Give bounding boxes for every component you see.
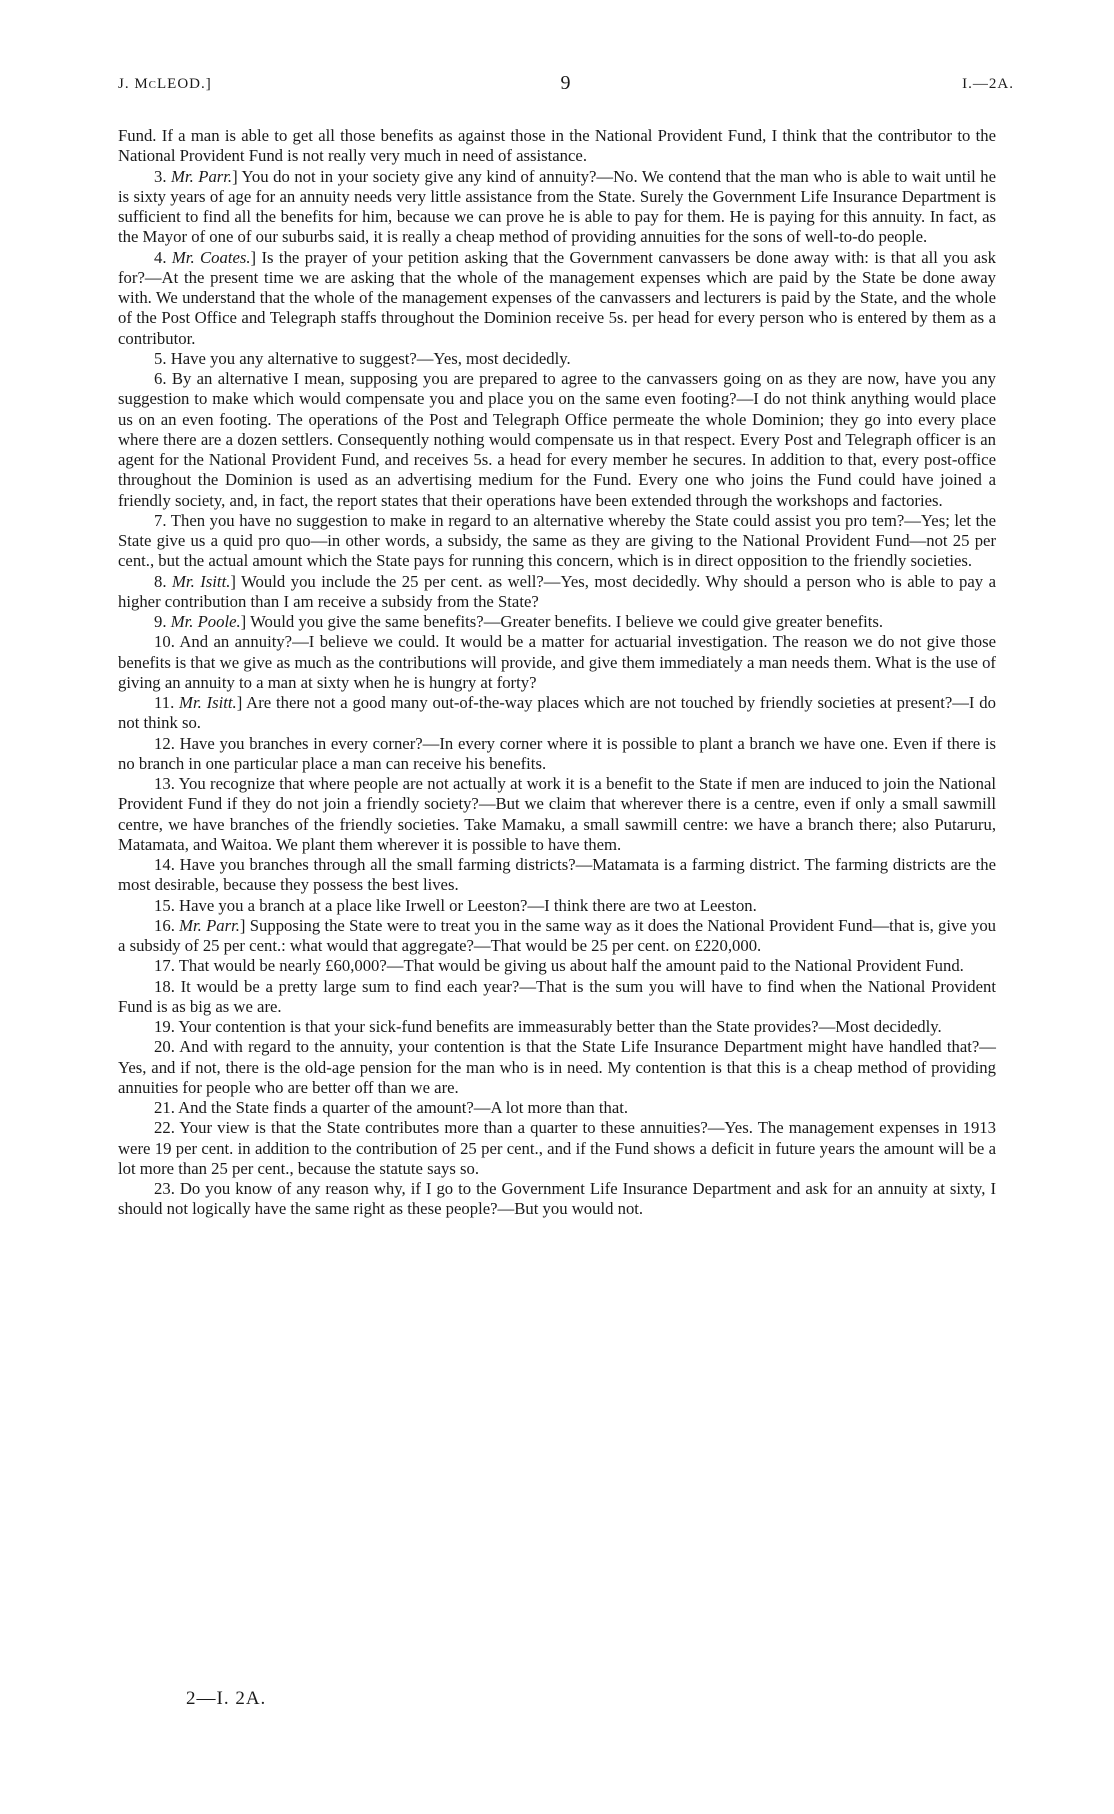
qa-text: Then you have no suggestion to make in regard to an alternative whereby the State could assist you pro tem?—Yes; let the State give us a quid pro quo—in other words, a subsidy, the same as they are giving to the National Provident Fund—not 25 per cent., but the actual amount which the State pays for running this concern, which is in direct opposition to the friendly societies. [118,510,997,571]
qa-text: That would be nearly £60,000?—That would be giving us about half the amount paid to the National Provident Fund. [178,956,964,976]
qa-paragraph [118,369,996,511]
body-text [118,126,996,1220]
qa-text: And the State finds a quarter of the amount?—A lot more than that. [178,1098,629,1117]
qa-paragraph [118,511,996,572]
qa-paragraph [118,855,996,896]
question-number: 16. [154,915,180,935]
qa-paragraph [118,774,996,855]
question-number: 17. [154,956,179,976]
qa-paragraph [118,632,996,693]
qa-list [118,167,996,1220]
qa-paragraph [118,1179,996,1220]
qa-paragraph [118,734,996,775]
qa-paragraph [118,977,996,1018]
qa-paragraph [118,916,996,957]
question-number: 20. [154,1037,180,1057]
question-number: 4. [154,247,172,267]
qa-text: ] Would you give the same benefits?—Greater benefits. I believe we could give greater benefits. [240,612,884,631]
question-number: 14. [154,855,180,874]
qa-text: By an alternative I mean, supposing you are prepared to agree to the canvassers going on as they are now, have you any suggestion to make which would compensate you and place you on the same even footing?—I do not think anything would place us on an even footing. The operations of the Post and Telegraph Office permeate the whole Dominion; they go into every place where there are a dozen settlers. Consequently nothing would compensate us in that respect. Every Post and Telegraph officer is an agent for the National Provident Fund, and receives 5s. a head for every member he secures. In addition to that, every post-office throughout the Dominion is used as an advertising medium for the Fund. Every one who joins the Fund could have joined a friendly society, and, in fact, the report states that their operations have been extended through the workshops and factories. [118,369,996,510]
question-number: 6. [154,369,172,388]
qa-paragraph [118,896,996,916]
qa-text: Have you a branch at a place like Irwell or Leeston?—I think there are two at Leeston. [179,895,757,915]
qa-text: ] Is the prayer of your petition asking that the Government canvassers be done away with: is that all you ask for?—At the present time we are asking that the whole of the management expenses which are paid by the State be done away with. We understand that the whole of the management expenses of the canvassers and lecturers is paid by the State, and the whole of the Post Office and Telegraph staffs throughout the Dominion receive 5s. per head for every person who is entered by them as a contributor. [118,247,996,348]
qa-paragraph [118,167,996,248]
question-number: 18. [154,976,181,996]
qa-paragraph [118,248,996,349]
qa-text: Have you any alternative to suggest?—Yes, most decidedly. [170,348,571,368]
question-number: 10. [154,632,180,652]
qa-text: You recognize that where people are not actually at work it is a benefit to the State if men are induced to join the National Provident Fund if they do not join a friendly society?—But we claim that wherever there is a centre, even if only a small sawmill centre, we have branches of the friendly societies. Take Mamaku, a small sawmill centre: we have a branch there; also Putaruru, Matamata, and Waitoa. We plant them wherever it is possible to have them. [118,774,996,854]
qa-text: It would be a pretty large sum to find each year?—That is the sum you will have to find when the National Provident Fund is as big as we are. [118,976,996,1016]
question-number: 12. [154,733,180,753]
header-witness: J. McLEOD.] [118,76,212,92]
qa-paragraph [118,1037,996,1098]
question-number: 21. [154,1098,179,1117]
paragraph-intro: Fund. If a man is able to get all those benefits as against those in the National Provident Fund, I think that the contributor to the National Provident Fund is not really very much in need of assistance. [118,126,996,166]
question-number: 11. [154,693,180,712]
qa-text: And an annuity?—I believe we could. It would be a matter for actuarial investigation. The reason we do not give those benefits is that we give as much as the contributions will provide, and give them immediately a man needs them. What is the use of giving an annuity to a man at sixty when he is hungry at forty? [118,632,996,692]
qa-paragraph [118,612,996,632]
qa-text: Do you know of any reason why, if I go to the Government Life Insurance Department and ask for an annuity at sixty, I should not logically have the same right as these people?—But you would not. [118,1179,997,1219]
question-number: 3. [154,166,172,186]
qa-text: Your view is that the State contributes more than a quarter to these annuities?—Yes. The management expenses in 1913 were 19 per cent. in addition to the contribution of 25 per cent., and if the Fund shows a deficit in future years the amount will be a lot more than 25 per cent., because the statute says so. [118,1118,996,1178]
speaker-name: Mr. Isitt. [179,693,237,712]
qa-text: ] You do not in your society give any kind of annuity?—No. We contend that the man who is able to wait until he is sixty years of age for an annuity needs very little assistance from the State. Surely the Government Life Insurance Department is sufficient to find all the benefits for him, because we can prove he is able to pay for them. He is paying for this annuity. In fact, as the Mayor of one of our suburbs said, it is really a cheap method of providing annuities for the sons of well-to-do people. [118,166,997,247]
header-reference: I.—2A. [962,76,1014,92]
qa-text: ] Are there not a good many out-of-the-way places which are not touched by friendly societies at present?—I do not think so. [118,693,996,733]
qa-text: Your contention is that your sick-fund benefits are immeasurably better than the State provides?—Most decidedly. [178,1017,942,1036]
qa-paragraph [118,956,996,976]
question-number: 15. [154,895,180,915]
qa-paragraph [118,1098,996,1118]
qa-paragraph [118,1017,996,1037]
question-number: 9. [154,612,171,631]
speaker-name: Mr. Parr. [179,915,240,935]
qa-text: ] Supposing the State were to treat you in the same way as it does the National Provident Fund—that is, give you a subsidy of 25 per cent.: what would that aggregate?—That would be 25 per cent. on £220,000. [118,915,997,955]
qa-text: Have you branches through all the small farming districts?—Matamata is a farming district. The farming districts are the most desirable, because they possess the best lives. [118,855,996,895]
qa-text: Have you branches in every corner?—In every corner where it is possible to plant a branch we have one. Even if there is no branch in one particular place a man can receive his benefits. [118,733,996,773]
page-number: 9 [560,72,572,94]
qa-paragraph [118,572,996,613]
question-number: 19. [154,1017,179,1036]
question-number: 5. [154,348,171,368]
page-header [118,72,1014,100]
qa-text: ] Would you include the 25 per cent. as well?—Yes, most decidedly. Why should a person who is able to pay a higher contribution than I am receive a subsidy from the State? [118,571,997,611]
speaker-name: Mr. Poole. [170,612,241,631]
signature-mark: 2—I. 2A. [186,1688,267,1709]
question-number: 13. [154,774,179,793]
qa-text: And with regard to the annuity, your contention is that the State Life Insurance Department might have handled that?—Yes, and if not, there is the old-age pension for the man who is in need. My contention is that this is a cheap method of providing annuities for people who are better off than we are. [118,1037,996,1097]
question-number: 7. [154,510,171,530]
question-number: 8. [154,571,173,591]
qa-paragraph [118,349,996,369]
qa-paragraph [118,1118,996,1179]
question-number: 22. [154,1118,180,1138]
question-number: 23. [154,1179,180,1198]
speaker-name: Mr. Coates. [171,247,251,267]
speaker-name: Mr. Parr. [171,166,233,186]
speaker-name: Mr. Isitt. [172,571,231,591]
qa-paragraph [118,693,996,734]
